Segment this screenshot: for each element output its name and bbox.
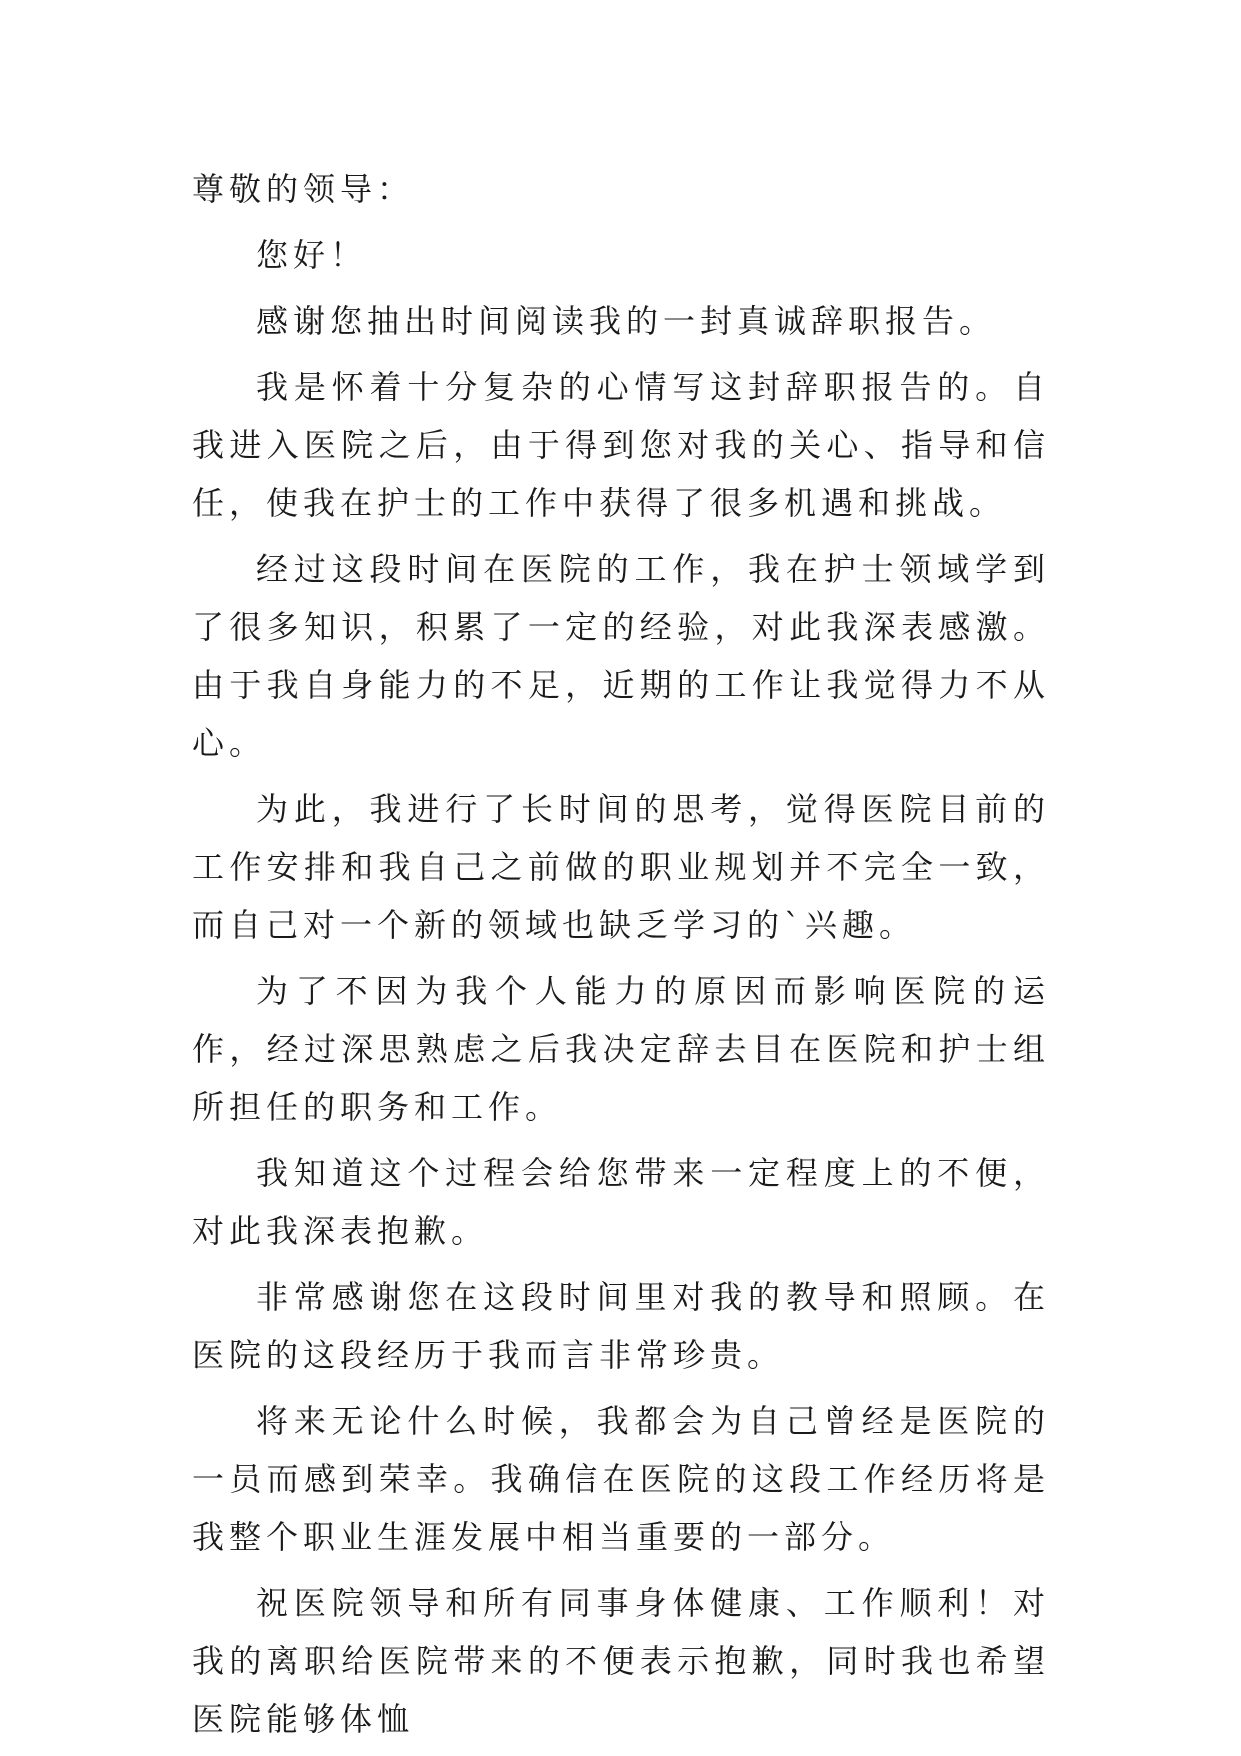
letter-paragraph: 为此，我进行了长时间的思考，觉得医院目前的工作安排和我自己之前做的职业规划并不完全一致，而自己对一个新的领域也缺乏学习的`兴趣。 <box>192 790 1050 944</box>
letter-greeting: 您好！ <box>256 236 368 274</box>
letter-paragraph: 为了不因为我个人能力的原因而影响医院的运作，经过深思熟虑之后我决定辞去目在医院和护士组所担任的职务和工作。 <box>192 972 1050 1126</box>
letter-salutation: 尊敬的领导： <box>192 170 415 208</box>
letter-paragraph: 将来无论什么时候，我都会为自己曾经是医院的一员而感到荣幸。我确信在医院的这段工作经历将是我整个职业生涯发展中相当重要的一部分。 <box>192 1402 1050 1556</box>
letter-paragraph: 非常感谢您在这段时间里对我的教导和照顾。在医院的这段经历于我而言非常珍贵。 <box>192 1278 1050 1374</box>
letter-body <box>192 160 1050 1756</box>
letter-paragraph: 感谢您抽出时间阅读我的一封真诚辞职报告。 <box>256 302 997 340</box>
letter-paragraph: 祝医院领导和所有同事身体健康、工作顺利！对我的离职给医院带来的不便表示抱歉，同时我也希望医院能够体恤 <box>192 1584 1050 1738</box>
letter-paragraph: 我知道这个过程会给您带来一定程度上的不便，对此我深表抱歉。 <box>192 1154 1050 1250</box>
letter-paragraph: 经过这段时间在医院的工作，我在护士领域学到了很多知识，积累了一定的经验，对此我深表感激。由于我自身能力的不足，近期的工作让我觉得力不从心。 <box>192 550 1050 762</box>
letter-paragraph: 我是怀着十分复杂的心情写这封辞职报告的。自我进入医院之后，由于得到您对我的关心、指导和信任，使我在护士的工作中获得了很多机遇和挑战。 <box>192 368 1050 522</box>
